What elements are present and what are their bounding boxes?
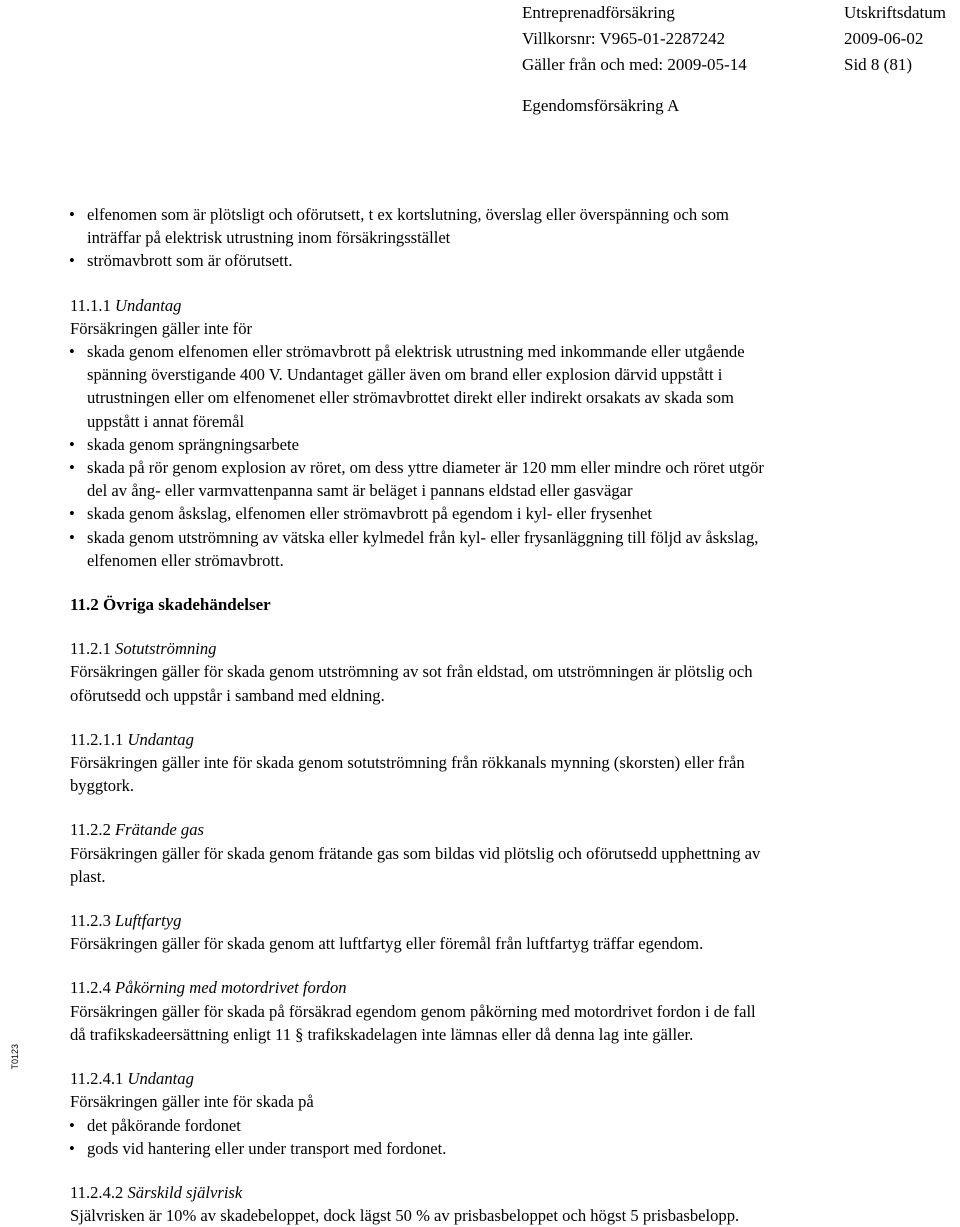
section-heading <box>70 818 890 841</box>
text-line: skada genom elfenomen eller strömavbrott på elektrisk utrustning med inkommande eller utgående <box>87 342 745 362</box>
heading-text: Särskild självrisk <box>127 1182 243 1202</box>
list-item <box>70 502 890 525</box>
bullet-icon: • <box>69 504 75 524</box>
text-line: del av ång- eller varmvattenpanna samt är beläget i pannans eldstad eller gasvägar <box>87 481 633 501</box>
bullet-icon: • <box>69 527 75 547</box>
text-line: Försäkringen gäller för skada genom att luftfartyg eller föremål från luftfartyg träffar egendom. <box>70 934 704 954</box>
section-title: Egendomsförsäkring A <box>522 96 680 115</box>
text-line: elfenomen som är plötsligt och oförutsett, t ex kortslutning, överslag eller överspänning och som <box>87 205 729 224</box>
bullet-icon: • <box>69 434 75 454</box>
document-body <box>70 203 890 1227</box>
list-item <box>70 203 890 249</box>
heading-text: Undantag <box>127 1069 194 1089</box>
section-intro: Försäkringen gäller inte för skada på <box>70 1092 314 1112</box>
text-line: Försäkringen gäller för skada genom frätande gas som bildas vid plötslig och oförutsedd upphettning av <box>70 843 761 863</box>
bullet-icon: • <box>69 1138 75 1158</box>
text-line: det påkörande fordonet <box>87 1115 241 1135</box>
bullet-icon: • <box>69 205 75 224</box>
heading-number: 11.2.1 <box>70 639 111 659</box>
text-line: gods vid hantering eller under transport med fordonet. <box>87 1138 447 1158</box>
text-line: plast. <box>70 866 106 886</box>
text-line: skada på rör genom explosion av röret, om dess yttre diameter är 120 mm eller mindre och röret utgör <box>87 458 764 478</box>
text-line: inträffar på elektrisk utrustning inom försäkringsstället <box>87 228 451 248</box>
section-heading <box>70 294 890 317</box>
heading-number: 11.2.1.1 <box>70 729 124 749</box>
heading-number: 11.2.4.1 <box>70 1069 124 1089</box>
section-heading <box>70 976 890 999</box>
section-11-1-1 <box>70 294 890 572</box>
text-line: då trafikskadeersättning enligt 11 § trafikskadelagen inte lämnas eller då denna lag inte gäller. <box>70 1024 694 1044</box>
heading-text: Luftfartyg <box>115 911 182 931</box>
list-item <box>70 433 890 456</box>
doc-type: Entreprenadförsäkring <box>522 3 675 22</box>
bullet-icon: • <box>69 1115 75 1135</box>
heading-text: Påkörning med motordrivet fordon <box>115 978 347 998</box>
intro-bullet-list <box>70 203 890 273</box>
heading-number: 11.2.3 <box>70 911 111 931</box>
text-line: Försäkringen gäller för skada på försäkrad egendom genom påkörning med motordrivet fordon i de fall <box>70 1001 756 1021</box>
section-11-2-2 <box>70 818 890 888</box>
section-intro: Försäkringen gäller inte för <box>70 318 253 338</box>
section-heading <box>70 1067 890 1090</box>
heading-text: Undantag <box>127 729 194 749</box>
text-line: skada genom utströmning av vätska eller kylmedel från kyl- eller frysanläggning till följd av åskslag, <box>87 527 759 547</box>
section-11-2-1-1 <box>70 728 890 798</box>
heading-text: Undantag <box>115 295 182 315</box>
valid-from: Gäller från och med: 2009-05-14 <box>522 55 747 74</box>
list-item <box>70 1137 890 1160</box>
section-heading <box>70 728 890 751</box>
text-line: skada genom åskslag, elfenomen eller strömavbrott på egendom i kyl- eller frysenhet <box>87 504 652 524</box>
section-11-2-4 <box>70 976 890 1046</box>
section-heading <box>70 909 890 932</box>
heading-number: 11.2.4.2 <box>70 1182 124 1202</box>
section-heading <box>70 637 890 660</box>
text-line: spänning överstigande 400 V. Undantaget gäller även om brand eller explosion därvid uppstått i <box>87 365 723 385</box>
text-line: Försäkringen gäller inte för skada genom sotutströmning från rökkanals mynning (skorsten) eller från <box>70 753 745 773</box>
list-item <box>70 456 890 502</box>
bullet-icon: • <box>69 458 75 478</box>
heading-number: 11.2.4 <box>70 978 111 998</box>
print-date-label: Utskriftsdatum <box>844 3 946 22</box>
bullet-icon: • <box>69 251 75 271</box>
bullet-icon: • <box>69 342 75 362</box>
text-line: byggtork. <box>70 776 135 796</box>
text-line: oförutsedd och uppstår i samband med eldning. <box>70 685 385 705</box>
text-line: Självrisken är 10% av skadebeloppet, dock lägst 50 % av prisbasbeloppet och högst 5 prisbasbelopp. <box>70 1206 740 1226</box>
heading-text: Sotutströmning <box>115 639 217 659</box>
terms-number: Villkorsnr: V965-01-2287242 <box>522 29 726 48</box>
list-item <box>70 249 890 272</box>
text-line: Försäkringen gäller för skada genom utströmning av sot från eldstad, om utströmningen är plötslig och <box>70 662 753 682</box>
text-line: elfenomen eller strömavbrott. <box>87 550 284 570</box>
print-date: 2009-06-02 <box>844 29 924 48</box>
page-header <box>522 0 960 119</box>
text-line: uppstått i annat föremål <box>87 411 245 431</box>
text-line: skada genom sprängningsarbete <box>87 434 299 454</box>
list-item <box>70 526 890 572</box>
side-code: T0123 <box>10 1044 20 1070</box>
section-11-2-1 <box>70 637 890 707</box>
section-heading <box>70 1181 890 1204</box>
heading-number: 11.1.1 <box>70 295 111 315</box>
list-item <box>70 340 890 433</box>
section-11-2-3 <box>70 909 890 955</box>
heading-number: 11.2.2 <box>70 820 111 840</box>
section-heading-11-2: 11.2 Övriga skadehändelser <box>70 595 271 615</box>
text-line: utrustningen eller om elfenomenet eller strömavbrottet direkt eller indirekt orsakats av skada som <box>87 388 734 408</box>
page-number: Sid 8 (81) <box>844 55 912 74</box>
heading-text: Frätande gas <box>115 820 204 840</box>
list-item <box>70 1114 890 1137</box>
section-11-2-4-2 <box>70 1181 890 1227</box>
text-line: strömavbrott som är oförutsett. <box>87 251 293 271</box>
section-11-2-4-1 <box>70 1067 890 1160</box>
